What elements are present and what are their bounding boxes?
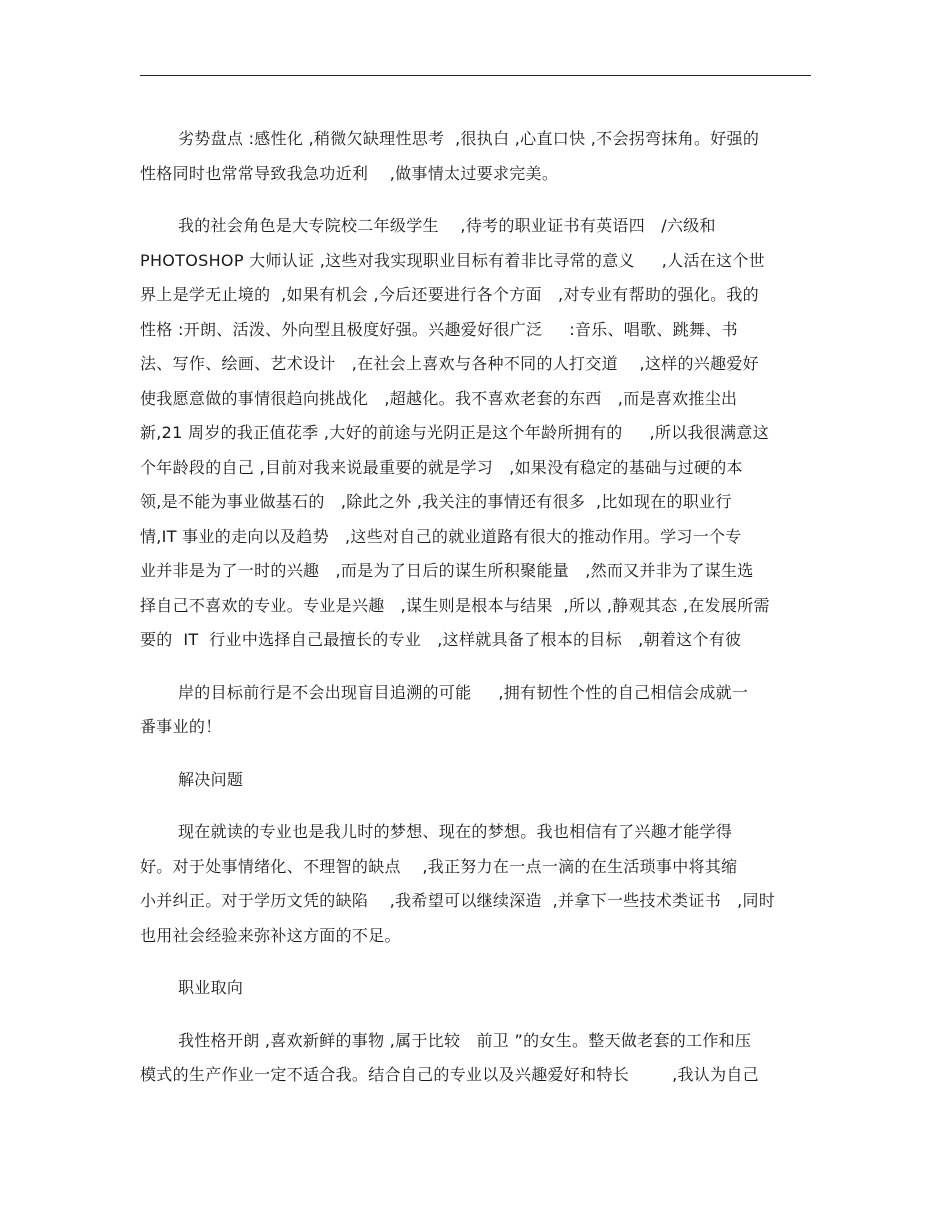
paragraph-social-role (140, 209, 820, 658)
text-line: 领,是不能为事业做基石的 ,除此之外 ,我关注的事情还有很多 ,比如现在的职业行 (140, 492, 732, 511)
text-line: 小并纠正。对于学历文凭的缺陷 ,我希望可以继续深造 ,并拿下一些技术类证书 ,同时 (140, 891, 776, 910)
text-line: 番事业的！ (140, 717, 222, 736)
text-line: 使我愿意做的事情很趋向挑战化 ,超越化。我不喜欢老套的东西 ,而是喜欢推尘出 (140, 388, 738, 408)
text-line: 性格同时也常常导致我急功近利 ,做事情太过要求完美。 (140, 163, 559, 183)
paragraph-career (140, 1024, 820, 1093)
text-line: 新,21 周岁的我正值花季 ,大好的前途与光阴正是这个年龄所拥有的 ,所以我很满意这 (140, 423, 770, 442)
text-line: 劣势盘点 :感性化 ,稍微欠缺理性思考 ,很执白 ,心直口快 ,不会拐弯抹角。好强的 (178, 129, 760, 148)
text-line: 界上是学无止境的 ,如果有机会 ,今后还要进行各个方面 ,对专业有帮助的强化。我的 (140, 285, 759, 304)
document-body (140, 122, 820, 1111)
text-line: 个年龄段的自己 ,目前对我来说最重要的就是学习 ,如果没有稳定的基础与过硬的本 (140, 457, 743, 477)
text-line: 现在就读的专业也是我儿时的梦想、现在的梦想。我也相信有了兴趣才能学得 (178, 822, 733, 841)
header-rule (140, 75, 811, 76)
text-line: 好。对于处事情绪化、不理智的缺点 ,我正努力在一点一滴的在生活琐事中将其缩 (140, 856, 738, 876)
text-line: 我性格开朗 ,喜欢新鲜的事物 ,属于比较 前卫 ”的女生。整天做老套的工作和压 (178, 1030, 752, 1050)
text-line: 性格 :开朗、活泼、外向型且极度好强。兴趣爱好很广泛 :音乐、唱歌、跳舞、书 (140, 319, 738, 339)
text-line: 择自己不喜欢的专业。专业是兴趣 ,谋生则是根本与结果 ,所以 ,静观其态 ,在发展所需 (140, 595, 770, 615)
text-line: 也用社会经验来弥补这方面的不足。 (140, 925, 401, 945)
section-heading-career-orientation (140, 971, 820, 1006)
section-heading-solve-problems (140, 763, 820, 798)
text-line: 模式的生产作业一定不适合我。结合自己的专业以及兴趣爱好和特长 ,我认为自己 (140, 1065, 759, 1084)
text-line: PHOTOSHOP 大师认证 ,这些对我实现职业目标有着非比寻常的意义 ,人活在这个世 (140, 250, 765, 270)
text-line: 岸的目标前行是不会出现盲目追溯的可能 ,拥有韧性个性的自己相信会成就一 (178, 682, 749, 702)
text-line: 法、写作、绘画、艺术设计 ,在社会上喜欢与各种不同的人打交道 ,这样的兴趣爱好 (140, 354, 759, 373)
text-line: 要的 IT 行业中选择自己最擅长的专业 ,这样就具备了根本的目标 ,朝着这个有彼 (140, 630, 742, 649)
paragraph-goal (140, 676, 820, 745)
paragraph-weaknesses (140, 122, 820, 191)
heading-text: 职业取向 (178, 978, 244, 997)
paragraph-solutions (140, 815, 820, 953)
text-line: 我的社会角色是大专院校二年级学生 ,待考的职业证书有英语四 /六级和 (178, 216, 716, 235)
heading-text: 解决问题 (178, 769, 244, 789)
text-line: 业并非是为了一时的兴趣 ,而是为了日后的谋生所积聚能量 ,然而又并非为了谋生选 (140, 561, 754, 580)
text-line: 情,IT 事业的走向以及趋势 ,这些对自己的就业道路有很大的推动作用。学习一个专 (140, 526, 742, 546)
